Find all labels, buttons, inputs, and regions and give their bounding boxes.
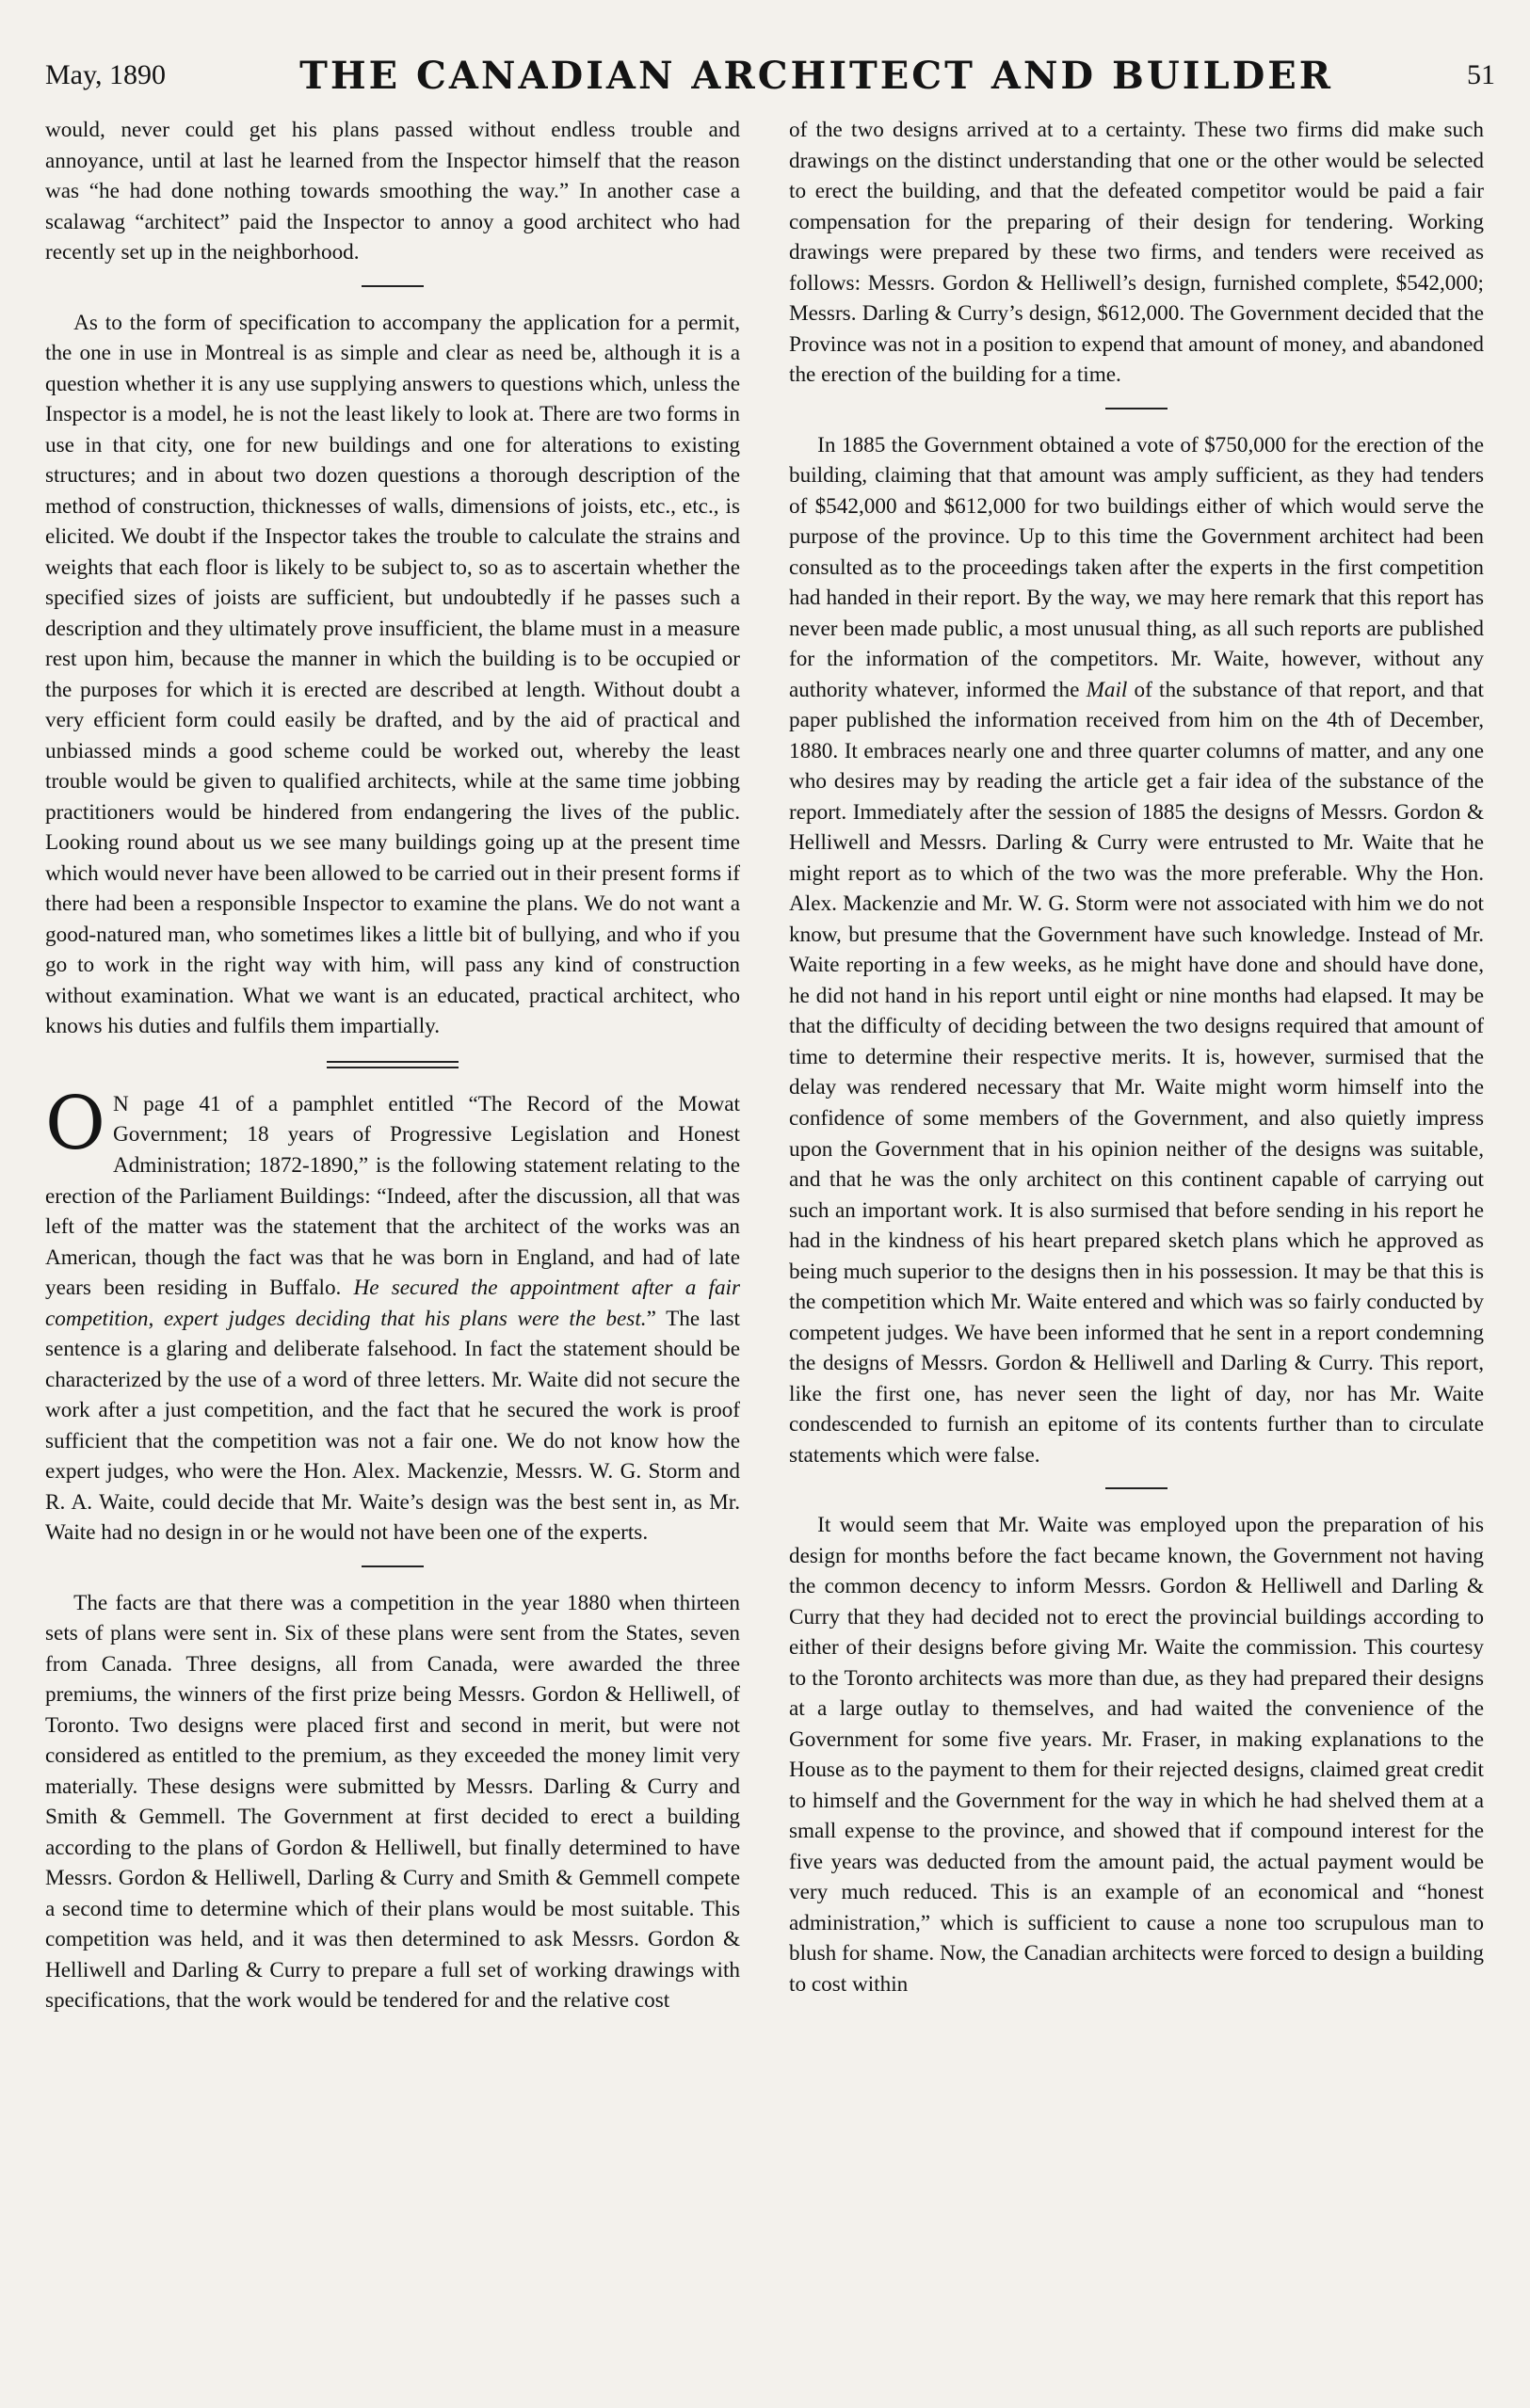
paragraph: As to the form of specification to accompany the application for a permit, the one in use in Montreal is as simple and clear as need be, although it is a question whether it is any use supplying answers to questions which, unless the Inspector is a model, he is not the least likely to look at. There are two forms in use in that city, one for new buildings and one for alterations to existing structures; and in about two dozen questions a thorough description of the method of construction, thicknesses of walls, dimensions of joists, etc., etc., is elicited. We doubt if the Inspector takes the trouble to calculate the strains and weights that each floor is likely to be subject to, so as to ascertain whether the specified sizes of joists are sufficient, but undoubtedly if he passes such a description and they ultimately prove insufficient, the blame must in a measure rest upon him, because the manner in which the building is to be occupied or the purposes for which it is erected are described at length. Without doubt a very efficient form could easily be drafted, and by the aid of practical and unbiassed minds a good scheme could be worked out, whereby the least trouble would be given to qualified architects, while at the same time jobbing practitioners would be hindered from endangering the lives of the public. Looking round about us we see many buildings going up at the present time which would never have been allowed to be carried out in their present forms if there had been a responsible Inspector to examine the plans. We do not want a good-natured man, who sometimes likes a little bit of bullying, and who if you go to work in the right way with him, will pass any kind of construction without examination. What we want is an educated, practical architect, who knows his duties and fulfils them impartially. [45,310,740,1039]
left-column [45,115,740,2016]
section-divider [1105,1487,1168,1489]
section-divider [362,1565,424,1567]
masthead-title: THE CANADIAN ARCHITECT AND BUILDER [299,53,1333,98]
page-number: 51 [1467,59,1495,90]
paragraph-text: of the substance of that report, and that paper published the information received from him on the 4th of December, 1880. It embraces nearly one and three quarter columns of matter, and any one who desires may by reading the article get a fair idea of the substance of the report. Immediately after the session of 1885 the designs of Messrs. Gordon & Helliwell and Messrs. Darling & Curry were entrusted to Mr. Waite that he might report as to which of the two was the more preferable. Why the Hon. Alex. Mackenzie and Mr. W. G. Storm were not associated with him we do not know, but presume that the Government have such knowledge. Instead of Mr. Waite reporting in a few weeks, as he might have done and should have done, he did not hand in his report until eight or nine months had elapsed. It may be that the difficulty of deciding between the two designs required that amount of time to determine their respective merits. It is, however, surmised that the delay was rendered necessary that Mr. Waite might worm himself into the confidence of some members of the Government, and also quietly impress upon the Government that in his opinion neither of the designs was suitable, and that he was the only architect on this continent capable of carrying out such an important work. It is also surmised that before sending in his report he had in the kindness of his heart prepared sketch plans which he approved as being much superior to the designs then in his possession. It may be that this is the competition which Mr. Waite entered and which was so fairly conducted by competent judges. We have been informed that he sent in a report condemning the designs of Messrs. Gordon & Helliwell and Darling & Curry. This report, like the first one, has never seen the light of day, nor has Mr. Waite condescended to furnish an epitome of its contents further than to circulate statements which were false. [789,677,1484,1468]
newspaper-name: Mail [1086,677,1128,702]
paragraph [45,1081,741,1549]
paragraph: It would seem that Mr. Waite was employed upon the preparation of his design for months before the fact became known, the Government not having the common decency to inform Messrs. Gordon & Helliwell and Darling & Curry that they had decided not to erect the provincial buildings according to either of their designs before giving Mr. Waite the commission. This courtesy to the Toronto architects was more than due, as they had prepared their designs at a large outlay to themselves, and had waited the convenience of the Government for some five years. Mr. Fraser, in making explanations to the House as to the payment to them for their rejected designs, claimed great credit to himself and the Government for the way in which he had shelved them at a small expense to the province, and showed that if compound interest for the five years was deducted from the amount paid, the actual payment would be very much reduced. This is an example of an economical and “honest administration,” which is sufficient to cause a none too scrupulous man to blush for shame. Now, the Canadian architects were forced to design a building to cost within [789,1513,1484,1997]
page-header [45,47,1495,104]
paragraph: would, never could get his plans passed without endless trouble and annoyance, until at last he learned from the Inspector himself that the reason was “he had done nothing towards smoothing the way.” In another case a scalawag “architect” paid the Inspector to annoy a good architect who had recently set up in the neighborhood. [45,118,740,265]
paragraph-text: N page 41 of a pamphlet entitled “The Record of the Mowat Government; 18 years of Progressive Legislation and Honest Administration; 1872-1890,” is the following statement relating to the erection of the Parliament Buildings: “Indeed, after the discussion, all that was left of the matter was the statement that the architect of the works was an American, though the fact was that he was born in England, and had of late years been residing in Buffalo. [45,1091,740,1301]
section-divider [1105,408,1168,409]
double-rule-divider [327,1061,459,1068]
section-divider [362,285,424,287]
issue-date: May, 1890 [45,59,167,90]
italic-quote: He secured the appointment after a fair competition, expert judges deciding that his plans were the best. [45,1276,741,1331]
paragraph [789,430,1484,1471]
paragraph: The facts are that there was a competition in the year 1880 when thirteen sets of plans were sent in. Six of these plans were sent from the States, seven from Canada. Three designs, all from Canada, were awarded the three premiums, the winners of the first prize being Messrs. Gordon & Helliwell, of Toronto. Two designs were placed first and second in merit, but were not considered as entitled to the premium, as they exceeded the money limit very materially. These designs were submitted by Messrs. Darling & Curry and Smith & Gemmell. The Government at first decided to erect a building according to the plans of Gordon & Helliwell, but finally determined to have Messrs. Gordon & Helliwell, Darling & Curry and Smith & Gemmell compete a second time to determine which of their plans would be most suitable. This competition was held, and it was then determined to ask Messrs. Gordon & Helliwell and Darling & Curry to prepare a full set of working drawings with specifications, that the work would be tendered for and the relative cost [45,1590,740,2014]
paragraph: of the two designs arrived at to a certainty. These two firms did make such drawings on the distinct understanding that one or the other would be selected to erect the building, and that the defeated competitor would be paid a fair compensation for the preparing of their design for tendering. Working drawings were prepared by these two firms, and tenders were received as follows: Messrs. Gordon & Helliwell’s design, furnished complete, $542,000; Messrs. Darling & Curry’s design, $612,000. The Government decided that the Province was not in a position to expend that amount of money, and abandoned the erection of the building for a time. [789,118,1484,388]
paragraph-text: ” The last sentence is a glaring and deliberate falsehood. In fact the statement should be characterized by the use of a word of three letters. Mr. Waite did not secure the work after a just competition, and the fact that he secured the work is proof sufficient that the competition was not a fair one. We do not know how the expert judges, who were the Hon. Alex. Mackenzie, Messrs. W. G. Storm and R. A. Waite, could decide that Mr. Waite’s design was the best sent in, as Mr. Waite had no design in or he would not have been one of the experts. [45,1306,740,1546]
right-column [789,115,1484,1999]
drop-cap: O [45,1081,105,1166]
paragraph-text: In 1885 the Government obtained a vote of $750,000 for the erection of the building, claiming that that amount was amply sufficient, as they had tenders of $542,000 and $612,000 for two buildings either of which would serve the purpose of the province. Up to this time the Government architect had been consulted as to the proceedings taken after the experts in the first competition had handed in their report. By the way, we may here remark that this report has never been made public, a most unusual thing, as all such reports are published for the information of the competitors. Mr. Waite, however, without any authority whatever, informed the [789,432,1484,702]
